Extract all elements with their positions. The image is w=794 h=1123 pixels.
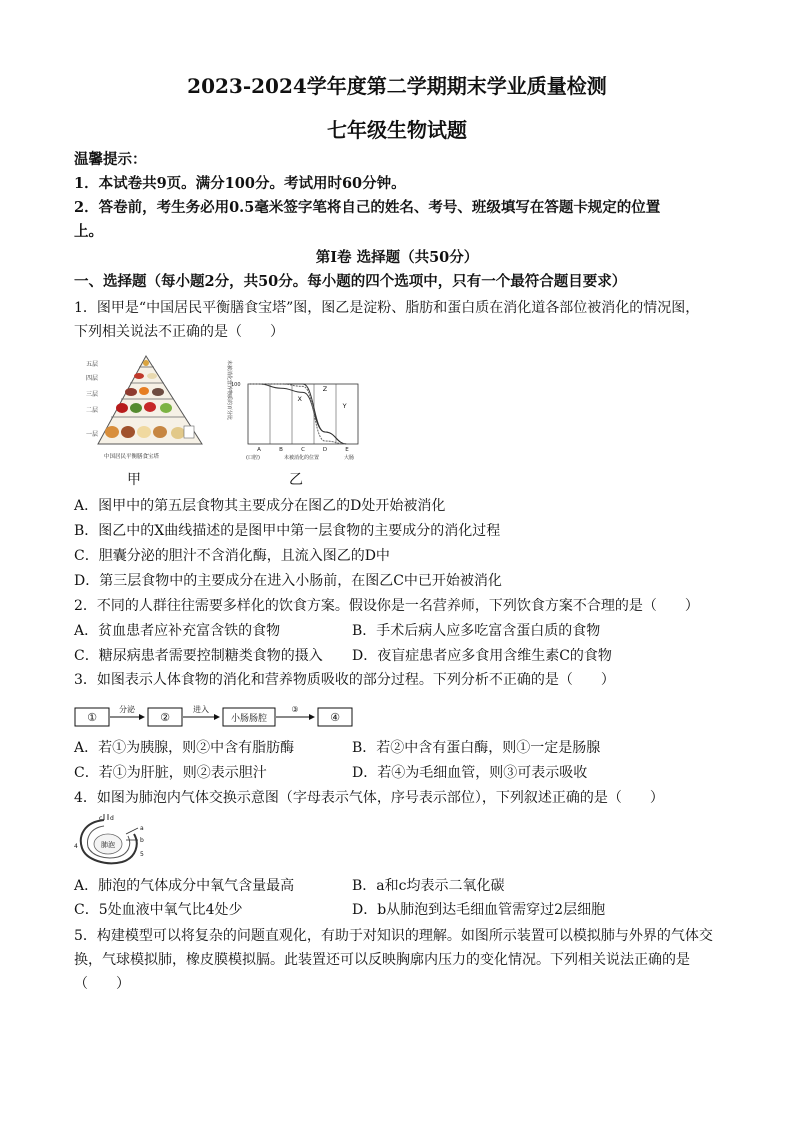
- label-d: d: [110, 815, 114, 822]
- q4-option-c[interactable]: C．5处血液中氧气比4处少: [74, 902, 243, 918]
- notice-item-2-cont: 上。: [74, 223, 103, 240]
- label-c: c: [99, 815, 103, 822]
- notice-item-1: 1．本试卷共9页。满分100分。考试用时60分钟。: [74, 175, 406, 192]
- pyramid-level-1: 一层: [86, 431, 99, 438]
- label-a: a: [140, 825, 144, 832]
- q4-option-a[interactable]: A．肺泡的气体成分中氧气含量最高: [74, 878, 295, 894]
- flow-arrow-enter: 进入: [193, 705, 209, 714]
- pyramid-level-4: 四层: [86, 375, 99, 382]
- chart-frame: [248, 384, 358, 444]
- chart-y-tick-100: 100: [231, 382, 241, 388]
- q3-option-d[interactable]: D．若④为毛细血管，则③可表示吸收: [352, 765, 588, 781]
- chart-plot-area: [248, 384, 358, 453]
- q2-option-c[interactable]: C．糖尿病患者需要控制糖类食物的摄入: [74, 648, 323, 664]
- q3-option-c[interactable]: C．若①为肝脏，则②表示胆汁: [74, 765, 267, 781]
- pyramid-level-2: 二层: [86, 407, 99, 414]
- flow-box-4: ④: [330, 711, 340, 724]
- pyramid-level-3: 三层: [86, 391, 99, 398]
- exam-subtitle: 七年级生物试题: [327, 118, 467, 142]
- part1-title: 第Ⅰ卷 选择题（共50分）: [315, 249, 479, 266]
- chart-series-label-X: X: [297, 394, 302, 403]
- flow-arrow-3: ③: [291, 705, 299, 714]
- pyramid-caption: 中国居民平衡膳食宝塔: [104, 454, 160, 460]
- q2-option-a[interactable]: A．贫血患者应补充富含铁的食物: [74, 623, 281, 639]
- chart-x-sub-right: 大肠: [344, 455, 355, 461]
- q3-stem: 3．如图表示人体食物的消化和营养物质吸收的部分过程。下列分析不正确的是（ ）: [74, 672, 615, 688]
- fig-b-label: 乙: [289, 472, 303, 488]
- chart-x-tick-A: A: [257, 447, 261, 453]
- q4-stem: 4．如图为肺泡内气体交换示意图（字母表示气体，序号表示部位），下列叙述正确的是（ ）: [74, 790, 664, 806]
- label-b: b: [140, 837, 144, 844]
- chart-x-sub-left: (口腔): [246, 455, 260, 461]
- q5-stem-line3: （ ）: [74, 976, 130, 992]
- q1-stem-line2: 下列相关说法不正确的是（ ）: [74, 324, 284, 340]
- q2-option-d[interactable]: D．夜盲症患者应多食用含维生素C的食物: [352, 648, 612, 664]
- q1-option-c[interactable]: C．胆囊分泌的胆汁不含消化酶，且流入图乙的D中: [74, 548, 390, 564]
- q3-option-a[interactable]: A．若①为胰腺，则②中含有脂肪酶: [74, 740, 295, 756]
- q4-option-d[interactable]: D．b从肺泡到达毛细血管需穿过2层细胞: [352, 902, 606, 918]
- chart-x-tick-B: B: [279, 447, 283, 453]
- alveolus-label: 肺泡: [101, 841, 115, 849]
- flow-box-1: ①: [87, 711, 97, 724]
- label-4: 4: [74, 843, 78, 850]
- alveolus-figure: [74, 812, 156, 870]
- chart-series-label-Y: Y: [342, 402, 347, 410]
- q3-flow-diagram: [74, 700, 356, 730]
- q1-option-a[interactable]: A．图甲中的第五层食物其主要成分在图乙的D处开始被消化: [74, 498, 446, 514]
- q2-stem: 2．不同的人群往往需要多样化的饮食方案。假设你是一名营养师，下列饮食方案不合理的是（ ）: [74, 598, 699, 614]
- q1-option-d[interactable]: D．第三层食物中的主要成分在进入小肠前，在图乙C中已开始被消化: [74, 573, 502, 589]
- chart-x-caption: 未被消化的位置: [284, 455, 320, 461]
- notice-heading: 温馨提示：: [74, 151, 147, 168]
- q1-option-b[interactable]: B．图乙中的X曲线描述的是图甲中第一层食物的主要成分的消化过程: [74, 523, 501, 539]
- chart-y-label: 未被消化营养物质的百分比: [226, 360, 232, 421]
- q1-stem-line1: 1．图甲是“中国居民平衡膳食宝塔”图，图乙是淀粉、脂肪和蛋白质在消化道各部位被消化的情况图，: [74, 300, 700, 316]
- q5-stem-line2: 换，气球模拟肺，橡皮膜模拟膈。此装置还可以反映胸廓内压力的变化情况。下列相关说法正确的是: [74, 952, 690, 968]
- chart-series-label-Z: Z: [322, 385, 328, 394]
- q2-option-b[interactable]: B．手术后病人应多吃富含蛋白质的食物: [352, 623, 601, 639]
- section-heading: 一、选择题（每小题2分，共50分。每小题的四个选项中，只有一个最符合题目要求）: [74, 273, 627, 290]
- chart-series-Y: [248, 384, 347, 444]
- q3-option-b[interactable]: B．若②中含有蛋白酶，则①一定是肠腺: [352, 740, 601, 756]
- label-5: 5: [140, 851, 144, 858]
- flow-box-3: 小肠肠腔: [230, 714, 268, 724]
- flow-arrow-secrete: 分泌: [119, 705, 135, 714]
- food-pyramid-figure: [84, 352, 214, 464]
- exam-title: 2023-2024学年度第二学期期末学业质量检测: [187, 74, 607, 98]
- chart-x-tick-D: D: [322, 447, 328, 453]
- notice-item-2: 2．答卷前，考生务必用0.5毫米签字笔将自己的姓名、考号、班级填写在答题卡规定的位置: [74, 199, 661, 216]
- pyramid-level-5: 五层: [86, 361, 99, 368]
- flow-box-2: ②: [160, 711, 170, 724]
- chart-x-tick-E: E: [345, 447, 349, 453]
- digestion-chart: [226, 356, 366, 462]
- chart-x-tick-C: C: [301, 447, 305, 453]
- q4-option-b[interactable]: B．a和c均表示二氧化碳: [352, 878, 505, 894]
- q5-stem-line1: 5．构建模型可以将复杂的问题直观化，有助于对知识的理解。如图所示装置可以模拟肺与外界的气体交: [74, 928, 713, 944]
- fig-a-label: 甲: [127, 472, 141, 488]
